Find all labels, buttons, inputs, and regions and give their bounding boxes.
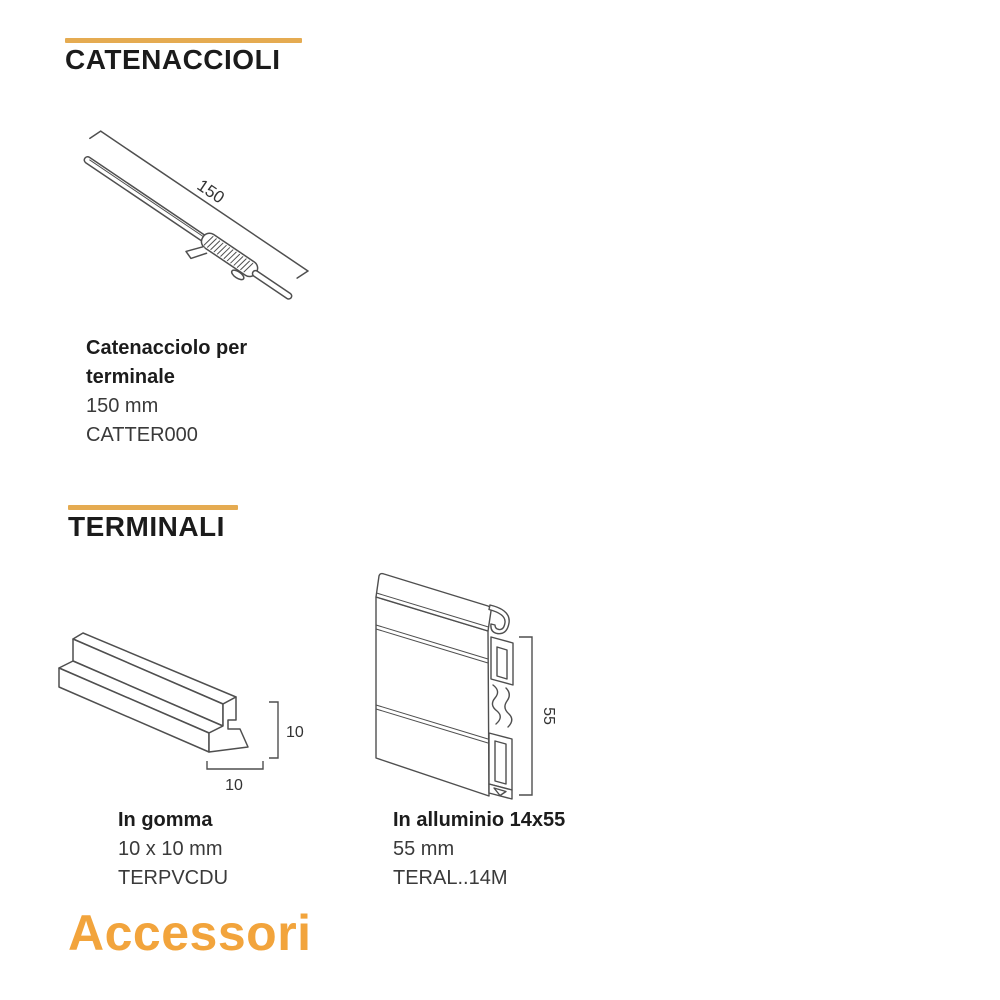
section-accent-bar [68, 505, 238, 510]
section-title-terminali: TERMINALI [68, 511, 225, 542]
dimension-label-55: 55 [540, 707, 557, 725]
product-size: 150 mm [86, 395, 159, 417]
aluminium-terminal-technical-drawing [360, 555, 570, 805]
spring-latch-technical-drawing [55, 105, 335, 315]
rubber-terminal-technical-drawing [50, 608, 340, 808]
dimension-tick [90, 128, 101, 141]
slat-top-hook [489, 605, 509, 634]
section-lower-channel-inner [495, 741, 506, 784]
dimension-label-150: 150 [193, 175, 228, 208]
section-title-catenaccioli: CATENACCIOLI [65, 44, 281, 75]
section-wave-left [492, 685, 500, 724]
product-caption [86, 334, 247, 450]
latch-spring-body [199, 230, 261, 279]
product-name-line1: Catenacciolo per [86, 337, 248, 359]
latch-end-rod [251, 269, 292, 300]
section-upper-channel-inner [497, 647, 507, 679]
product-code: TERPVCDU [118, 867, 229, 889]
section-wave-right [505, 688, 512, 727]
dimension-label-height-10: 10 [286, 724, 304, 741]
product-code: CATTER000 [86, 424, 198, 446]
dimension-bracket [519, 637, 532, 795]
product-name-line1: In alluminio 14x55 [393, 809, 566, 831]
product-caption [393, 806, 565, 893]
product-caption [118, 806, 228, 893]
product-size: 55 mm [393, 838, 455, 860]
product-code: TERAL..14M [393, 867, 508, 889]
footer-brand-label: Accessori [68, 905, 312, 961]
section-accent-bar [65, 38, 302, 43]
product-size: 10 x 10 mm [118, 838, 223, 860]
product-name-line2: terminale [86, 366, 175, 388]
product-name-line1: In gomma [118, 809, 213, 831]
dimension-label-width-10: 10 [225, 777, 243, 794]
